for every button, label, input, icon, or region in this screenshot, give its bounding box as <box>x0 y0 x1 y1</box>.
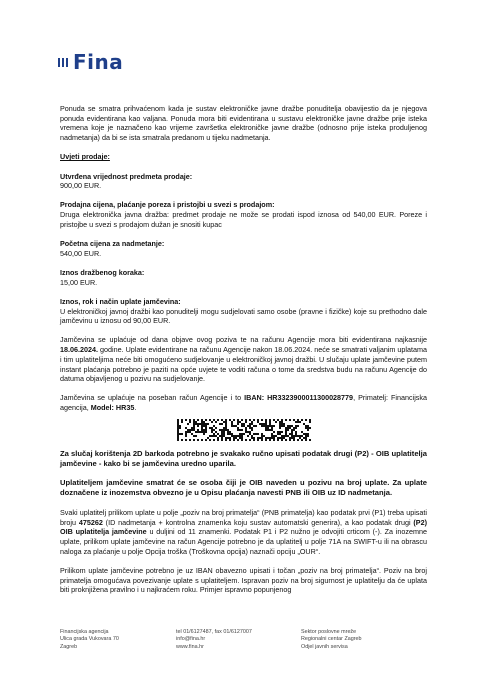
bid-step-amount: 15,00 EUR. <box>60 277 98 287</box>
document-body <box>60 104 427 595</box>
price-heading: Prodajna cijena, plaćanje poreza i pristojbi u svezi s prodajom: <box>60 200 275 210</box>
footer-contact: tel 01/6127487, fax 01/6127007 info@fina.hr www.fina.hr <box>176 629 252 650</box>
conditions-heading: Uvjeti prodaje: <box>60 152 110 162</box>
logo-bars-icon <box>58 58 68 67</box>
footer-department: Sektor poslovne mreže Regionalni centar Zagreb Odjel javnih servisa <box>301 629 362 650</box>
value-heading: Utvrđena vrijednost predmeta prodaje: <box>60 171 193 181</box>
fina-logo <box>58 52 123 72</box>
logo-wordmark: Fina <box>73 50 124 74</box>
payment-model: Model: HR35 <box>90 403 135 413</box>
footer-website: www.fina.hr <box>176 643 204 650</box>
account-paragraph: Jamčevina se uplaćuje na poseban račun Agencije i to IBAN: HR3323900011300028779, Primatelj: Financijska agencija, Model: HR35. <box>60 393 427 413</box>
payment-reference-paragraph: Prilikom uplate jamčevine potrebno je uz IBAN obavezno upisati i točan „poziv na broj primatelja“. Poziv na broj primatelja omogućava povezivanje uplate s uplatiteljem. Ispravan poziv na broj sigurnost je uplatitelju da će uplata biti proknjižena pravilno i u najkraćem roku. Primjer ispravno popunjenog <box>60 565 427 595</box>
price-text: Druga elektronička javna dražba: predmet prodaje ne može se prodati ispod iznosa od 540,00 EUR. Poreze i pristojbe u svezi s prodajom dužan je snositi kupac <box>60 210 427 229</box>
footer-address: Financijska agencija Ulica grada Vukovara 70 Zagreb <box>60 629 119 650</box>
barcode-note: Za slučaj korištenja 2D barkoda potrebno je svakako ručno upisati podatak drugi (P2) - OIB uplatitelja jamčevine - kako bi se jamčevina uredno uparila. <box>60 448 427 468</box>
deposit-heading: Iznos, rok i način uplate jamčevina: <box>60 296 181 306</box>
deposit-deadline-paragraph: Jamčevina se uplaćuje od dana objave ovog poziva te na računu Agencije mora biti evidentirana najkasnije 18.06.2024. godine. Uplate evidentirane na računu Agencije nakon 18.06.2024. neće se smatrati valjanim uplatama i tim uplatiteljima neće biti omogućeno sudjelovanje u elektroničkoj javnoj dražbi. U slučaju uplate jamčevine putem instant plaćanja potrebno je paziti na opće uvjete te voditi računa o tome da sredstva budu na računu Agencije do datuma objavljenog u pozivu na sudjelovanje. <box>60 335 427 384</box>
iban: IBAN: HR3323900011300028779 <box>244 393 354 403</box>
start-price-amount: 540,00 EUR. <box>60 248 102 258</box>
auction-id: 475262 <box>78 517 103 527</box>
value-amount: 900,00 EUR. <box>60 181 102 191</box>
p2-oib: (P2) OIB uplatitelja jamčevine <box>60 517 427 537</box>
start-price-heading: Početna cijena za nadmetanje: <box>60 239 165 249</box>
pnb-paragraph: Svaki uplatitelj prilikom uplate u polje „poziv na broj primatelja“ (PNB primatelja) kao podatak prvi (P1) treba upisati broju 475262 (ID nadmetanja + kontrolna znamenka koju sustav automatski generira), a kao podatak drugi (P2) OIB uplatitelja jamčevine u duljini od 11 znamenki. Podatak P1 i P2 nužno je odvojiti crticom (-). Za inozemne uplate, prilikom uplate jamčevine na račun Agencije potrebno je da uplatitelj u polje 71A na SWIFT-u ili na obrascu naloga za plaćanje u polje Opcija troška (Troškovna opcija) naznači opciju „OUR“. <box>60 507 427 556</box>
deposit-deadline-date: 18.06.2024. <box>60 345 98 355</box>
deposit-text: U elektroničkoj javnoj dražbi kao ponuditelji mogu sudjelovati samo osobe (pravne i fizičke) koje su prethodno dale jamčevinu u iznosu od 90,00 EUR. <box>60 306 427 326</box>
bid-step-heading: Iznos dražbenog koraka: <box>60 267 145 277</box>
intro-paragraph: Ponuda se smatra prihvaćenom kada je sustav elektroničke javne dražbe ponuditelja obavijestio da je njegova ponuda evidentirana kao valjana. Ponuda mora biti evidentirana u sustavu elektroničke javne dražbe prije isteka vremena koje je naznačeno kao vrijeme završetka elektroničke javne dražbe (odnosno prije isteka produljenog nadmetanja) da bi se ista smatrala predanom u tijeku nadmetanja. <box>60 104 427 143</box>
oib-note: Uplatiteljem jamčevine smatrat će se osoba čiji je OIB naveden u pozivu na broj uplate. Za uplate doznačene iz inozemstva obvezno je u Opisu plaćanja navesti PNB ili OIB uz ID nadmetanja. <box>60 478 427 498</box>
2d-barcode <box>60 419 427 441</box>
footer-email: info@fina.hr <box>176 636 206 643</box>
